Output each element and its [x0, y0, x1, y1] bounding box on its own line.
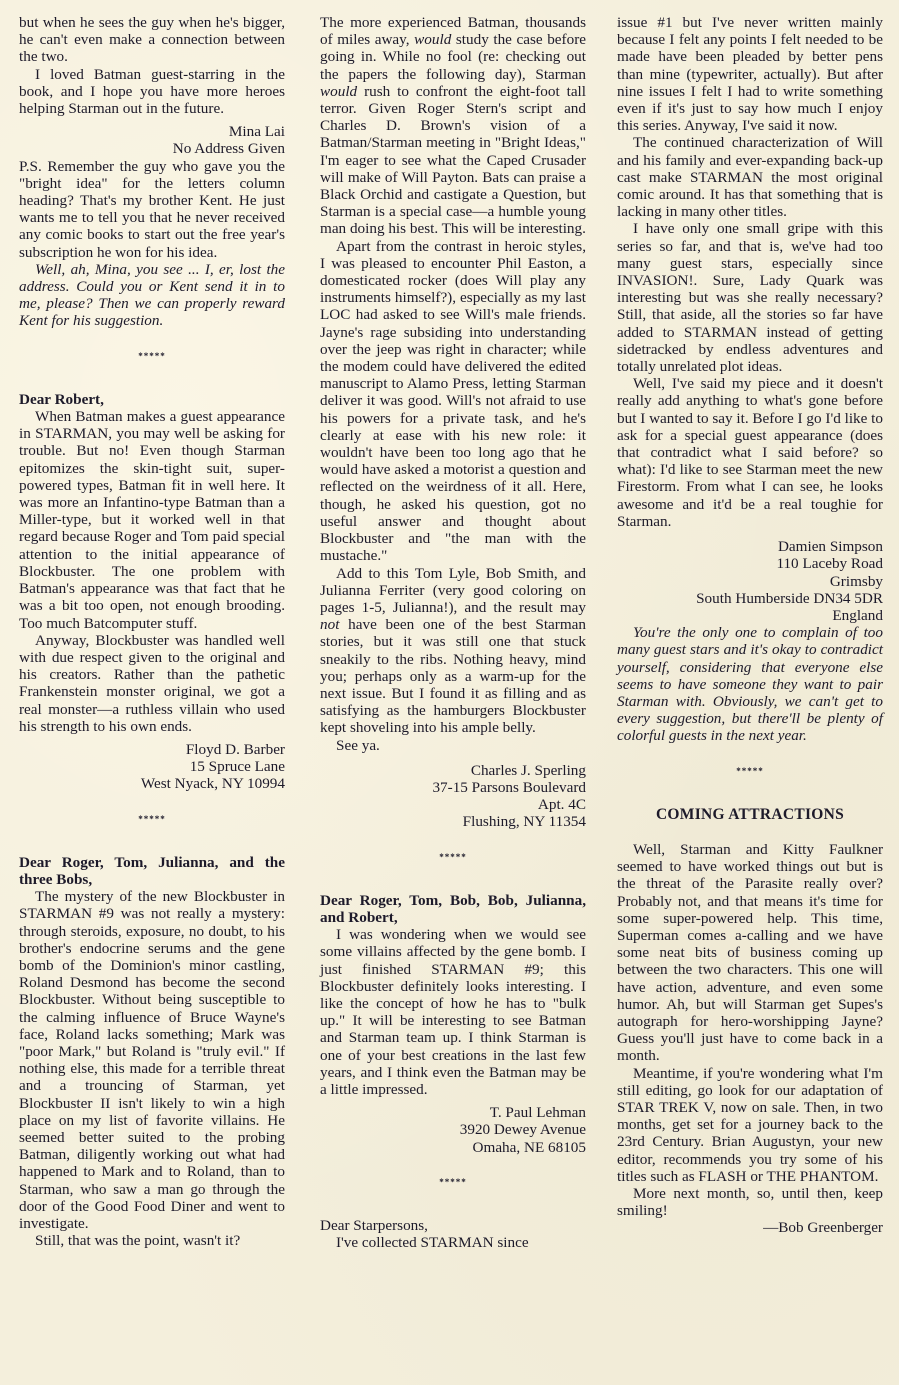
letter-paragraph	[320, 14, 586, 238]
editor-reply: You're the only one to complain of too many guest stars and it's okay to contradict yourself, considering that everyone else seems to have someone they want to pair Starman with. Obviously, we can't get to every suggestion, but there'll be plenty of colorful guests in the next year.	[617, 624, 883, 745]
signer-address: West Nyack, NY 10994	[140, 775, 285, 793]
signer-address: South Humberside DN34 5DR	[696, 589, 883, 607]
letter-paragraph: I loved Batman guest-starring in the book, and I hope you have more heroes helping Starman out in the future.	[19, 65, 285, 118]
letter-salutation: Dear Roger, Tom, Julianna, and the three Bobs,	[19, 853, 285, 888]
section-divider: *****	[439, 1176, 467, 1187]
column-right	[617, 14, 883, 1237]
signer-address: England	[832, 606, 883, 624]
letter-signature	[617, 538, 883, 624]
letter-paragraph: but when he sees the guy when he's bigger, he can't even make a connection between the two.	[19, 14, 285, 66]
signer-address: 15 Spruce Lane	[189, 758, 285, 776]
letter-paragraph: Well, I've said my piece and it doesn't really add anything to what's gone before but I wanted to say it. Before I go I'd like to ask for a special guest appearance (does that contradict what I said before? so what): I'd like to see Starman meet the new Firestorm. From what I can see, he looks awesome and it'd be a real toughie for Starman.	[617, 375, 883, 530]
letter-paragraph: When Batman makes a guest appearance in STARMAN, you may well be asking for trouble. But no! Even though Starman epitomizes the skin-tight suit, super-powered types, Batman fit in well here. It was more an Infantino-type Batman than a Miller-type, but it worked well in that regard because Roger and Tom paid special attention to the initial appearance of Blockbuster. The one problem with Batman's appearance was that fact that he was a bit too open, not enough brooding. Too much Batcomputer stuff.	[19, 408, 285, 632]
section-divider: *****	[439, 851, 467, 862]
postscript: P.S. Remember the guy who gave you the "bright idea" for the letters column heading? That's my brother Kent. He just wants me to tell you that he never received any comic books to start out the free year's subscription he won for his idea.	[19, 157, 285, 261]
signer-address: Apt. 4C	[537, 796, 586, 814]
signer-address: 37-15 Parsons Boulevard	[432, 778, 586, 796]
text-run: study the case before going in. While no fool (re: checking out the papers the following day), Starman	[320, 31, 586, 83]
editor-reply: Well, ah, Mina, you see ... I, er, lost the address. Could you or Kent send it in to me, please? Then we can properly reward Kent for his suggestion.	[19, 260, 285, 330]
signer-name: Mina Lai	[228, 123, 285, 141]
editor-signature: —Bob Greenberger	[763, 1219, 883, 1237]
emphasis: would	[320, 82, 358, 100]
signer-address: No Address Given	[172, 140, 285, 158]
letter-salutation: Dear Robert,	[19, 390, 104, 408]
letter-salutation: Dear Roger, Tom, Bob, Bob, Julianna, and Robert,	[320, 891, 586, 926]
letter-paragraph: The continued characterization of Will and his family and ever-expanding back-up cast make STARMAN the most original comic around. It has that something that is lacking in many other titles.	[617, 134, 883, 221]
text-run: Add to this Tom Lyle, Bob Smith, and Julianna Ferriter (very good coloring on pages 1-5, Julianna!), and the result may	[320, 564, 586, 616]
section-divider: *****	[138, 350, 166, 361]
letter-paragraph: I have only one small gripe with this series so far, and that is, we've had too many guest stars, especially since INVASION!. Sure, Lady Quark was interesting but was she really necessary? Still, that aside, all the stories so far have added to STARMAN instead of getting sidetracked by endless adventures and totally unrelated plot ideas.	[617, 220, 883, 376]
coming-attractions-paragraph: More next month, so, until then, keep smiling!	[617, 1185, 883, 1220]
coming-attractions-paragraph: Meantime, if you're wondering what I'm still editing, go look for our adaptation of STAR TREK V, now on sale. Then, in two months, get set for a journey back to the 23rd Century. Brian Augustyn, your new editor, recommends you try some of his titles such as FLASH or THE PHANTOM.	[617, 1064, 883, 1185]
signer-address: Omaha, NE 68105	[472, 1138, 586, 1156]
letter-salutation: Dear Starpersons,	[320, 1217, 428, 1234]
signer-name: Damien Simpson	[777, 538, 883, 556]
letter-paragraph: See ya.	[336, 736, 380, 754]
signer-address: 3920 Dewey Avenue	[459, 1121, 586, 1139]
section-divider: *****	[138, 813, 166, 824]
signer-name: Charles J. Sperling	[470, 761, 586, 779]
signer-name: T. Paul Lehman	[489, 1104, 586, 1122]
letter-paragraph: The mystery of the new Blockbuster in STARMAN #9 was not really a mystery: through steroids, exposure, no doubt, to his brother's endocrine serums and the gene bomb of the Dominion's minor castling, Roland Desmond has become the second Blockbuster. Without being susceptible to the calming influence of Bruce Wayne's face, Roland lacks something; Mark was "poor Mark," but Roland is "truly evil." If nothing else, this made for a terrible threat and a trouncing of Starman, yet Blockbuster II isn't likely to win a high place on my list of favorite villains. He seemed better suited to the probing Batman, diligently working out what had happened to Mark and to Roland, than to Starman, who saw a man go through the door of the Good Food Diner and went to investigate.	[19, 888, 285, 1232]
emphasis: would	[414, 31, 452, 49]
section-heading: COMING ATTRACTIONS	[655, 805, 845, 823]
text-run: The more experienced Batman, thousands of miles away,	[320, 14, 586, 49]
letter-paragraph: Anyway, Blockbuster was handled well with due respect given to the original and his creators. Rather than the pathetic Frankenstein monster original, we got a real monster—a ruthless villain who used his strength to his own ends.	[19, 631, 285, 735]
column-middle	[320, 14, 586, 1251]
signer-address: Flushing, NY 11354	[462, 813, 586, 831]
letter-paragraph: Apart from the contrast in heroic styles, I was pleased to encounter Phil Easton, a domesticated rocker (does Will play any instruments himself?), especially as my last LOC had asked to see Will's male friends. Jayne's rage subsiding into understanding over the jeep was right in character; while the modem could have delivered the edited manuscript to Alamo Press, letting Starman deliver it was good. Will's not afraid to use his powers for a private task, and he's clearly at ease with his new role: it wouldn't have been too long ago that he would have asked a motorist a question and reflected on the weirdness of it all. Here, though, he asked his question, got no useful answer and thought about Blockbuster and "the man with the mustache."	[320, 237, 586, 565]
letter-paragraph: issue #1 but I've never written mainly because I felt any points I felt needed to be made have been pleaded by better pens than mine (typewriter, actually). But after nine issues I felt I had to write something even if it's just to say how much I enjoy this series. Anyway, I've said it now.	[617, 14, 883, 135]
signer-address: 110 Laceby Road	[776, 555, 883, 573]
text-run: have been one of the best Starman stories, but it was still one that stuck sneakily to the ribs. Nothing heavy, mind you; perhaps only as a warm-up for the next issue. But I found it as filling and as satisfying as the hamburgers Blockbuster kept shoveling into his ample belly.	[320, 616, 586, 737]
text-run: rush to confront the eight-foot tall terror. Given Roger Stern's script and Charles D. Brown's vision of a Batman/Starman meeting in "Bright Ideas," I'm eager to see what the Caped Crusader will make of Will Payton. Bats can praise a Black Orchid and castigate a Question, but Starman is a special case—a humble young man doing his best. This will be interesting.	[320, 82, 586, 238]
signer-address: Grimsby	[829, 572, 883, 590]
letter-paragraph: Still, that was the point, wasn't it?	[35, 1232, 241, 1250]
column-left	[19, 14, 285, 1249]
section-divider: *****	[736, 765, 764, 776]
emphasis: not	[320, 616, 340, 634]
coming-attractions-paragraph: Well, Starman and Kitty Faulkner seemed to have worked things out but is the threat of the Parasite really over? Probably not, and that means it's time for some super-powered help. This time, Superman comes a-calling and we have some neat bits of business coming up between the two characters. This one will have action, adventure, and even some humor. Ah, but will Starman get Supes's autograph for hero-worshipping Jayne? Guess you'll just have to come back in a month.	[617, 840, 883, 1065]
letter-paragraph: I've collected STARMAN since	[336, 1234, 529, 1252]
signer-name: Floyd D. Barber	[185, 740, 285, 758]
letter-signature	[320, 762, 586, 831]
letter-signature	[320, 1104, 586, 1156]
letter-paragraph: I was wondering when we would see some villains affected by the gene bomb. I just finished STARMAN #9; this Blockbuster definitely looks interesting. I like the concept of how he has to "bulk up." It will be interesting to see Batman and Starman team up. I think Starman is one of your best creations in the last few years, and I think even the Batman may be a little impressed.	[320, 926, 586, 1098]
letter-paragraph	[320, 565, 586, 737]
letter-signature	[19, 741, 285, 793]
letter-signature	[19, 123, 285, 157]
